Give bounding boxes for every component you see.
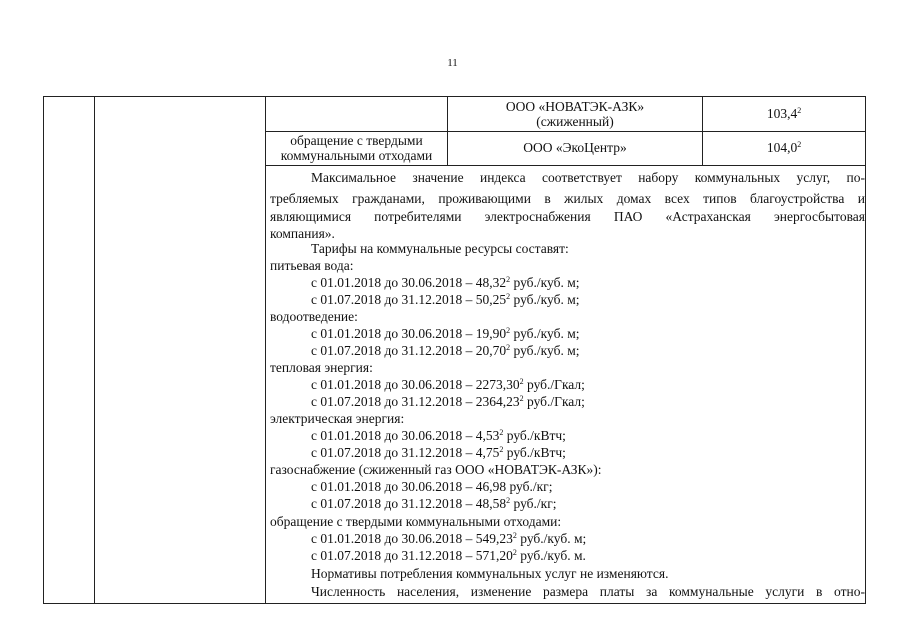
- tariff-line: с 01.07.2018 до 31.12.2018 – 20,70$^2$ руб./куб. м;: [311, 343, 580, 358]
- section-heading: газоснабжение (сжиженный газ ООО «НОВАТЭК-АЗК»):: [270, 462, 602, 477]
- section-heading: питьевая вода:: [270, 258, 354, 273]
- tariffs-intro: Тарифы на коммунальные ресурсы составят:: [311, 241, 569, 256]
- tariff-line: с 01.01.2018 до 30.06.2018 – 48,32$^2$ руб./куб. м;: [311, 275, 580, 290]
- tariff-line: с 01.07.2018 до 31.12.2018 – 2364,23$^2$ руб./Гкал;: [311, 394, 585, 409]
- tariff-line: с 01.07.2018 до 31.12.2018 – 48,58$^2$ руб./кг;: [311, 496, 557, 511]
- tariff-line: с 01.01.2018 до 30.06.2018 – 549,23$^2$ руб./куб. м;: [311, 531, 587, 546]
- tariff-line: с 01.01.2018 до 30.06.2018 – 19,90$^2$ руб./куб. м;: [311, 326, 580, 341]
- tariff-line: с 01.01.2018 до 30.06.2018 – 46,98 руб./кг;: [311, 479, 553, 494]
- population-line: Численность населения, изменение размера платы за коммунальные услуги в отно-: [311, 584, 865, 599]
- paragraph-line: Максимальное значение индекса соответствует набору коммунальных услуг, по-: [311, 170, 865, 185]
- service-cell: обращение с твердыми коммунальными отходами: [280, 133, 433, 163]
- section-heading: обращение с твердыми коммунальными отходами:: [270, 514, 562, 529]
- section-heading: электрическая энергия:: [270, 411, 405, 426]
- tariff-line: с 01.07.2018 до 31.12.2018 – 50,25$^2$ руб./куб. м;: [311, 292, 580, 307]
- tariff-line: с 01.01.2018 до 30.06.2018 – 4,53$^2$ руб./кВтч;: [311, 428, 566, 443]
- provider-cell: ООО «НОВАТЭК-АЗК» (сжиженный): [505, 99, 645, 129]
- index-cell: 104,0$^2$: [766, 140, 802, 155]
- section-heading: водоотведение:: [270, 309, 358, 324]
- tariff-line: с 01.07.2018 до 31.12.2018 – 4,75$^2$ руб./кВтч;: [311, 445, 566, 460]
- norms-line: Нормативы потребления коммунальных услуг не изменяются.: [311, 566, 669, 581]
- tariff-line: с 01.07.2018 до 31.12.2018 – 571,20$^2$ руб./куб. м.: [311, 548, 586, 563]
- section-heading: тепловая энергия:: [270, 360, 373, 375]
- tariff-line: с 01.01.2018 до 30.06.2018 – 2273,30$^2$ руб./Гкал;: [311, 377, 585, 392]
- index-cell: 103,4$^2$: [766, 106, 802, 121]
- provider-cell: ООО «ЭкоЦентр»: [523, 140, 627, 155]
- paragraph-line: требляемых гражданами, проживающими в жилых домах всех типов благоустройства и: [270, 191, 865, 206]
- page-number: 11: [447, 57, 458, 69]
- paragraph-line: компания».: [270, 226, 335, 241]
- paragraph-line: являющимися потребителями электроснабжения ПАО «Астраханская энергосбытовая: [270, 209, 865, 224]
